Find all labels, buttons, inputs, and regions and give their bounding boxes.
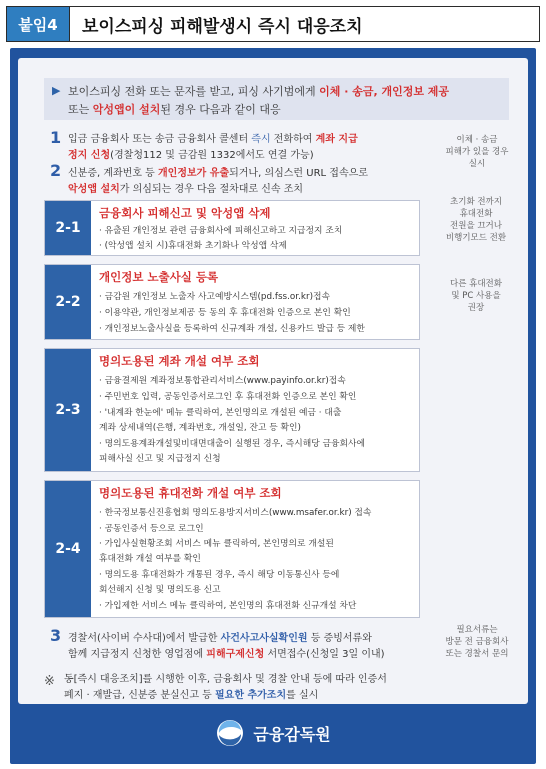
header-bar bbox=[6, 6, 540, 42]
intro-box bbox=[44, 78, 509, 120]
step-2-line-2: 악성앱 설치가 의심되는 경우 다음 절차대로 신속 조치 bbox=[68, 184, 304, 195]
step-item: · 금감원 개인정보 노출자 사고예방시스템(pd.fss.or.kr)접속 bbox=[99, 292, 331, 302]
step-box-2-2 bbox=[44, 264, 420, 340]
poster-frame bbox=[10, 48, 536, 764]
step-item: · 가입사실현황조회 서비스 메뉴 클릭하여, 본인명의로 개설된 bbox=[99, 539, 334, 549]
step-heading: 명의도용된 휴대전화 개설 여부 조회 bbox=[99, 486, 282, 500]
step-box-2-1 bbox=[44, 200, 420, 256]
step-item: · 명의도용 휴대전화가 개통된 경우, 즉시 해당 이동통신사 등에 bbox=[99, 570, 340, 580]
step-box-2-3 bbox=[44, 348, 420, 472]
step-item: · 유출된 개인정보 관련 금융회사에 피해신고하고 지급정지 조치 bbox=[99, 226, 343, 236]
triangle-arrow-icon: ▶ bbox=[52, 84, 61, 97]
step-item: · 주민번호 입력, 공동인증서로그인 후 휴대전화 인증으로 본인 확인 bbox=[99, 392, 357, 402]
footer bbox=[18, 708, 528, 758]
org-name: 금융감독원 bbox=[253, 724, 331, 744]
step-1-line-2: 정지 신청(경찰청112 및 금감원 1332에서도 연결 가능) bbox=[68, 150, 314, 161]
step-item: · 가입제한 서비스 메뉴 클릭하여, 본인명의 휴대전화 신규개설 차단 bbox=[99, 601, 357, 611]
step-item: · 한국정보통신진흥협회 명의도용방지서비스(www.msafer.or.kr) 접속 bbox=[99, 508, 372, 518]
step-item: · '내계좌 한눈에' 메뉴 클릭하여, 본인명의로 개설된 예금 · 대출 bbox=[99, 408, 342, 418]
step-heading: 개인정보 노출사실 등록 bbox=[99, 270, 219, 284]
step-2-number: 2 bbox=[50, 161, 62, 180]
page-title: 보이스피싱 피해발생시 즉시 대응조치 bbox=[69, 7, 539, 41]
step-2-2-note: 다른 휴대전화 및 PC 사용을 권장 bbox=[450, 279, 502, 313]
step-number-badge: 2-1 bbox=[45, 201, 91, 255]
step-3-line-1: 경찰서(사이버 수사대)에서 발급한 사건사고사실확인원 등 증빙서류와 bbox=[68, 633, 372, 644]
step-3-note: 필요서류는 방문 전 금융회사 또는 경찰서 문의 bbox=[445, 625, 509, 659]
step-item: 회선해지 신청 및 명의도용 신고 bbox=[99, 585, 221, 595]
step-1-line-1: 입금 금융회사 또는 송금 금융회사 콜센터 즉시 전화하여 계좌 지급 bbox=[68, 134, 358, 145]
fss-logo-icon bbox=[215, 718, 245, 748]
attachment-tag: 붙임4 bbox=[7, 7, 69, 41]
step-item: · 명의도용계좌개설및비대면대출이 실행된 경우, 즉시해당 금융회사에 bbox=[99, 439, 366, 449]
step-3-line-2: 함께 지급정지 신청한 영업점에 피해구제신청 서면접수(신청일 3일 이내) bbox=[68, 649, 385, 660]
step-item: 휴대전화 개설 여부를 확인 bbox=[99, 554, 201, 564]
step-2-1-note: 초기화 전까지 휴대전화 전원을 끄거나 비행기모드 전환 bbox=[445, 197, 507, 243]
note-mark: ※ bbox=[44, 674, 55, 689]
step-item: · (악성앱 설치 시)휴대전화 초기화나 악성앱 삭제 bbox=[99, 241, 287, 251]
step-heading: 금융회사 피해신고 및 악성앱 삭제 bbox=[99, 206, 271, 220]
step-box-2-4 bbox=[44, 480, 420, 618]
intro-line-1: 보이스피싱 전화 또는 문자를 받고, 피싱 사기범에게 이체 · 송금, 개인정보 제공 bbox=[68, 85, 450, 98]
step-2-line-1: 신분증, 계좌번호 등 개인정보가 유출되거나, 의심스런 URL 접속으로 bbox=[68, 168, 368, 179]
step-item: 피해사실 신고 및 지급정지 신청 bbox=[99, 454, 221, 464]
step-item: · 개인정보노출사실을 등록하여 신규계좌 개설, 신용카드 발급 등 제한 bbox=[99, 324, 365, 334]
step-item: · 공동인증서 등으로 로그인 bbox=[99, 524, 204, 534]
step-1-note: 이체 · 송금 피해가 있을 경우 실시 bbox=[445, 135, 509, 169]
step-number-badge: 2-2 bbox=[45, 265, 91, 339]
step-item: · 이용약관, 개인정보제공 등 동의 후 휴대전화 인증으로 본인 확인 bbox=[99, 308, 351, 318]
step-number-badge: 2-4 bbox=[45, 481, 91, 617]
step-number-badge: 2-3 bbox=[45, 349, 91, 471]
step-item: · 금융결제원 계좌정보통합관리서비스(www.payinfo.or.kr)접속 bbox=[99, 376, 346, 386]
step-item: 계좌 상세내역(은행, 계좌번호, 개설일, 잔고 등 확인) bbox=[99, 423, 301, 433]
note-line-2: 폐지 · 재발급, 신분증 분실신고 등 필요한 추가조치를 실시 bbox=[64, 690, 319, 701]
content-card bbox=[18, 58, 528, 704]
intro-line-2: 또는 악성앱이 설치된 경우 다음과 같이 대응 bbox=[68, 103, 281, 116]
step-3-number: 3 bbox=[50, 626, 62, 645]
note-line-1: 동[즉시 대응조치]를 시행한 이후, 금융회사 및 경찰 안내 등에 따라 인증서 bbox=[64, 674, 387, 685]
step-1-number: 1 bbox=[50, 128, 62, 147]
step-heading: 명의도용된 계좌 개설 여부 조회 bbox=[99, 354, 260, 368]
